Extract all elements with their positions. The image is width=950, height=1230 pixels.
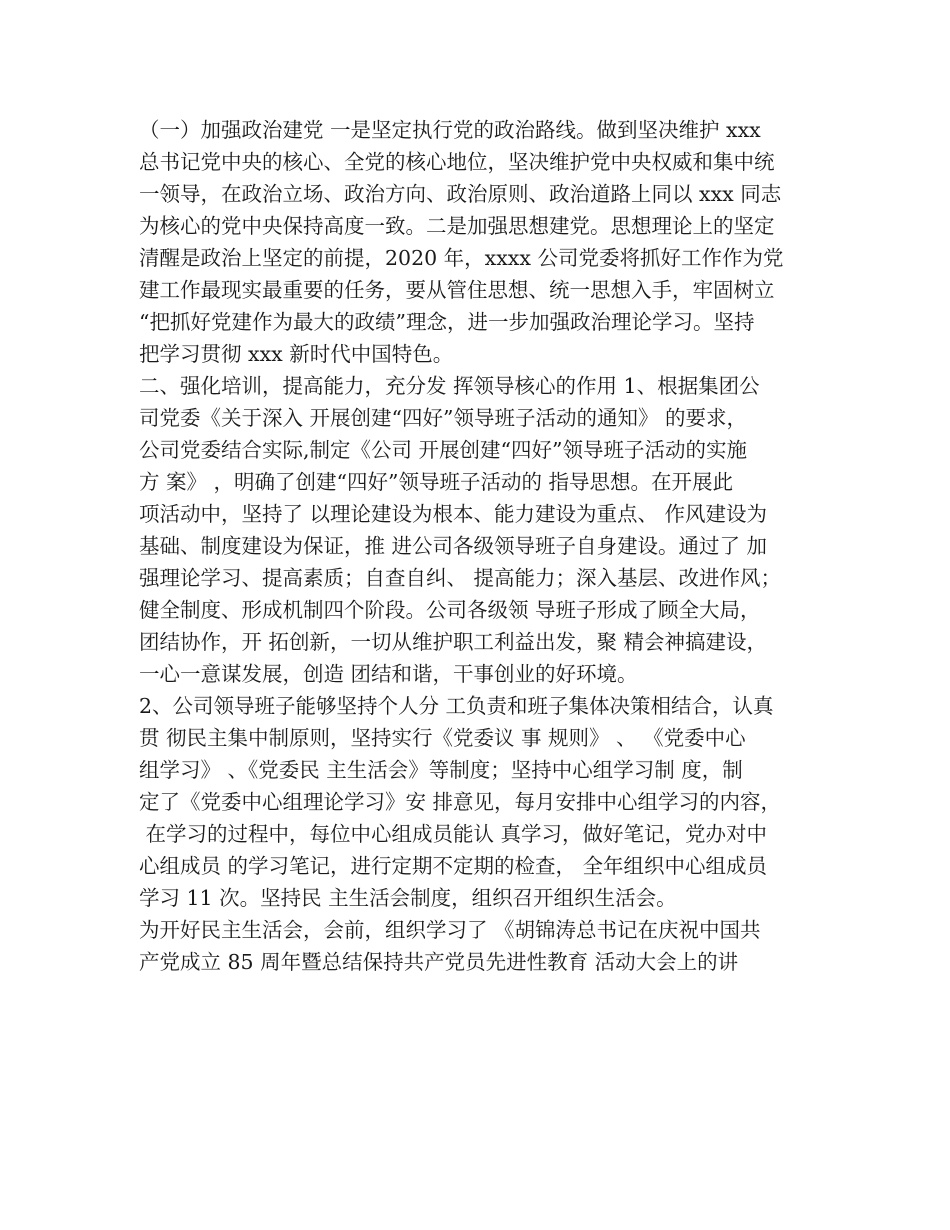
text-line: 为开好民主生活会，会前，组织学习了 《胡锦涛总书记在庆祝中国共 xyxy=(139,918,761,942)
document-body xyxy=(139,114,829,978)
text-line: 总书记党中央的核心、全党的核心地位，坚决维护党中央权威和集中统 xyxy=(139,150,775,174)
text-line: “把抓好党建作为最大的政绩”理念，进一步加强政治理论学习。坚持 xyxy=(139,310,755,334)
text-line: 2、公司领导班子能够坚持个人分 工负责和班子集体决策相结合，认真 xyxy=(139,694,774,718)
text-line: 一心一意谋发展，创造 团结和谐，干事创业的好环境。 xyxy=(139,662,638,686)
text-line: 二、强化培训，提高能力，充分发 挥领导核心的作用 1、根据集团公 xyxy=(139,374,760,398)
text-line: 为核心的党中央保持高度一致。二是加强思想建党。思想理论上的坚定 xyxy=(139,214,775,238)
text-line: 建工作最现实最重要的任务，要从管住思想、统一思想入手，牢固树立 xyxy=(139,278,775,302)
text-line: 在学习的过程中，每位中心组成员能认 真学习，做好笔记，党办对中 xyxy=(139,822,768,846)
text-line: 项活动中，坚持了 以理论建设为根本、能力建设为重点、 作风建设为 xyxy=(139,502,768,526)
text-line: 把学习贯彻 xxx 新时代中国特色。 xyxy=(139,342,454,366)
text-line: 组学习》 、《党委民 主生活会》等制度；坚持中心组学习制 度，制 xyxy=(139,758,743,782)
text-line: 方 案》 ，明确了创建“四好”领导班子活动的 指导思想。在开展此 xyxy=(139,470,734,494)
text-line: 强理论学习、提高素质；自查自纠、 提高能力；深入基层、改进作风； xyxy=(139,566,782,590)
text-line: 健全制度、形成机制四个阶段。公司各级领 导班子形成了顾全大局， xyxy=(139,598,761,622)
text-line: 清醒是政治上坚定的前提，2020 年，xxxx 公司党委将抓好工作作为党 xyxy=(139,246,784,270)
text-line: 一领导，在政治立场、政治方向、政治原则、政治道路上同以 xxx 同志 xyxy=(139,182,782,206)
text-line: 定了《党委中心组理论学习》安 排意见，每月安排中心组学习的内容， xyxy=(139,790,782,814)
text-line: 基础、制度建设为保证，推 进公司各级领导班子自身建设。通过了 加 xyxy=(139,534,768,558)
text-line: （一）加强政治建党 一是坚定执行党的政治路线。做到坚决维护 xxx xyxy=(139,118,761,142)
text-line: 团结协作，开 拓创新，一切从维护职工利益出发，聚 精会神搞建设， xyxy=(139,630,768,654)
text-line: 司党委《关于深入 开展创建“四好”领导班子活动的通知》 的要求， xyxy=(139,406,747,430)
text-line: 公司党委结合实际,制定《公司 开展创建“四好”领导班子活动的实施 xyxy=(139,438,747,462)
text-line: 学习 11 次。坚持民 主生活会制度，组织召开组织生活会。 xyxy=(139,886,677,910)
text-line: 产党成立 85 周年暨总结保持共产党员先进性教育 活动大会上的讲 xyxy=(139,950,739,974)
text-line: 贯 彻民主集中制原则，坚持实行《党委议 事 规则》 、 《党委中心 xyxy=(139,726,746,750)
text-line: 心组成员 的学习笔记，进行定期不定期的检查， 全年组织中心组成员 xyxy=(139,854,768,878)
